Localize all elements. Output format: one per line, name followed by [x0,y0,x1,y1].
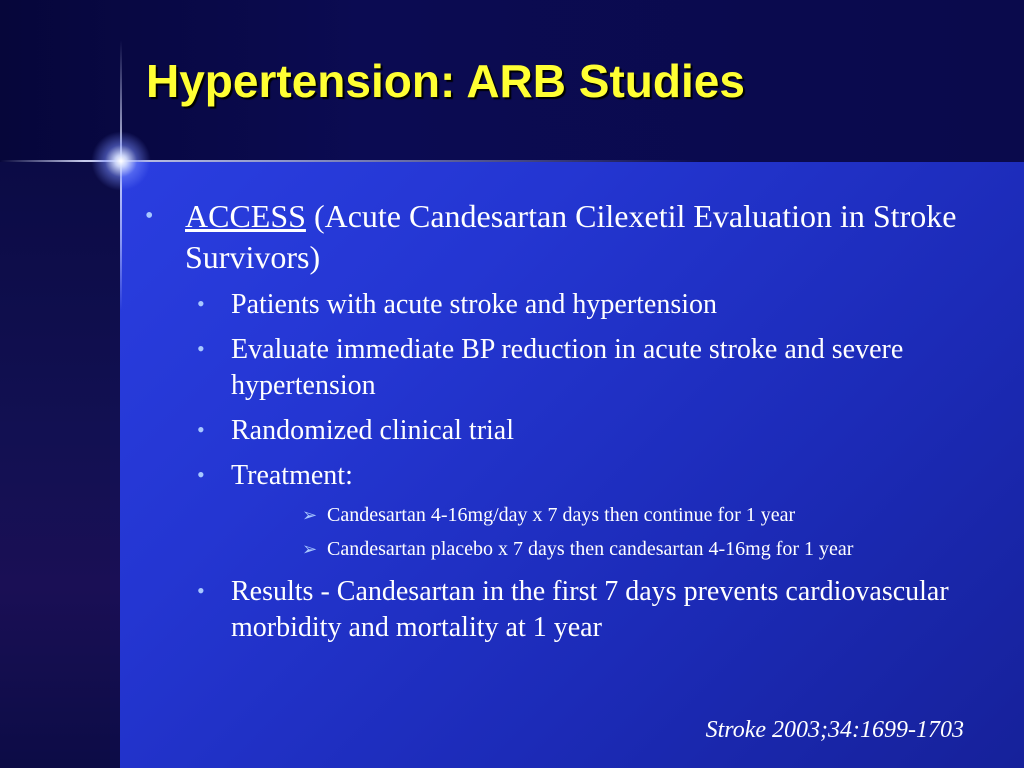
bullet-icon: • [197,417,205,442]
bullet-icon: • [197,336,205,361]
bullet-list [145,196,1005,646]
main-bullet [145,196,1005,278]
bullet-icon: • [197,462,205,487]
sub-bullet-text: Randomized clinical trial [231,415,515,446]
bullet-icon: • [197,578,205,603]
treatment-arm [145,537,1005,562]
bullet-icon: • [197,291,205,316]
arrow-icon: ➢ [302,505,318,525]
sub-bullet [145,413,1005,449]
treatment-arm-text: Candesartan placebo x 7 days then candesartan 4-16mg for 1 year [327,538,854,560]
treatment-arm-text: Candesartan 4-16mg/day x 7 days then continue for 1 year [327,504,796,526]
sub-bullet [145,287,1005,323]
access-expansion: (Acute Candesartan Cilexetil Evaluation in Stroke Survivors) [185,198,957,275]
arrow-icon: ➢ [302,539,318,559]
treatment-arm [145,503,1005,528]
sub-bullet [145,332,1005,404]
access-acronym: ACCESS [185,198,306,234]
sub-bullet-text: Evaluate immediate BP reduction in acute stroke and severe hypertension [231,334,904,401]
sub-bullet [145,458,1005,494]
results-text: Results - Candesartan in the first 7 days prevents cardiovascular morbidity and mortality at 1 year [231,576,949,643]
sub-bullet-text: Treatment: [231,460,353,491]
slide-title: Hypertension: ARB Studies [146,55,745,107]
bullet-icon: • [145,203,154,229]
sub-bullet [145,574,1005,646]
sub-bullet-text: Patients with acute stroke and hypertension [231,289,717,320]
left-band [0,162,120,768]
star-glow-icon [91,131,151,191]
citation: Stroke 2003;34:1699-1703 [705,717,964,743]
